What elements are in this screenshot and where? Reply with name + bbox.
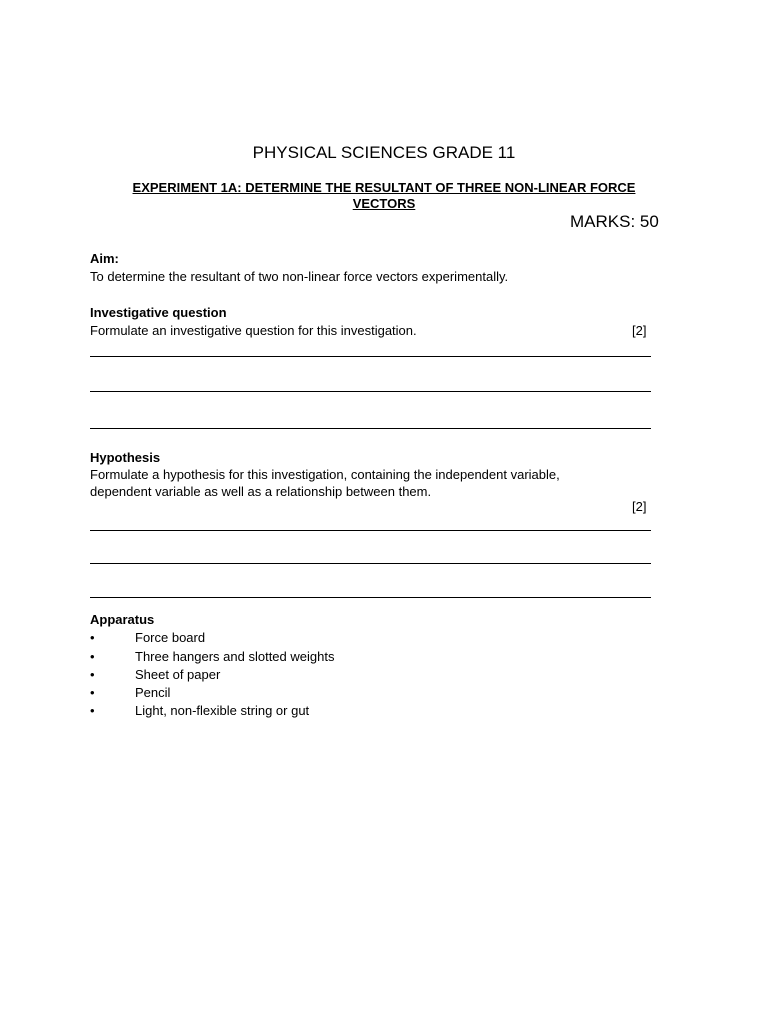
bullet-icon: • <box>90 667 95 682</box>
total-marks: MARKS: 50 <box>570 212 659 231</box>
bullet-icon: • <box>90 649 95 664</box>
apparatus-item: Sheet of paper <box>135 667 221 682</box>
aim-heading: Aim: <box>90 251 119 266</box>
answer-line[interactable] <box>90 597 651 598</box>
investigative-question-heading: Investigative question <box>90 305 227 320</box>
bullet-icon: • <box>90 703 95 718</box>
answer-line[interactable] <box>90 356 651 357</box>
bullet-icon: • <box>90 630 95 645</box>
investigative-question-marks: [2] <box>632 323 647 338</box>
apparatus-item: Force board <box>135 630 206 645</box>
experiment-title-line-2: VECTORS <box>352 196 416 211</box>
hypothesis-heading: Hypothesis <box>90 450 161 465</box>
apparatus-item: Three hangers and slotted weights <box>135 649 335 664</box>
page-title: PHYSICAL SCIENCES GRADE 11 <box>252 143 516 162</box>
answer-line[interactable] <box>90 563 651 564</box>
experiment-title-line-1: EXPERIMENT 1A: DETERMINE THE RESULTANT OF THREE NON-LINEAR FORCE <box>132 180 636 195</box>
hypothesis-marks: [2] <box>632 499 647 514</box>
answer-line[interactable] <box>90 428 651 429</box>
apparatus-item: Light, non-flexible string or gut <box>135 703 310 718</box>
hypothesis-prompt-line-1: Formulate a hypothesis for this investigation, containing the independent variable, <box>90 467 560 482</box>
answer-line[interactable] <box>90 530 651 531</box>
hypothesis-prompt-line-2: dependent variable as well as a relationship between them. <box>90 484 432 499</box>
aim-text: To determine the resultant of two non-linear force vectors experimentally. <box>90 269 509 284</box>
investigative-question-prompt: Formulate an investigative question for this investigation. <box>90 323 417 338</box>
answer-line[interactable] <box>90 391 651 392</box>
apparatus-heading: Apparatus <box>90 612 155 627</box>
bullet-icon: • <box>90 685 95 700</box>
experiment-title <box>100 180 668 212</box>
apparatus-item: Pencil <box>135 685 171 700</box>
